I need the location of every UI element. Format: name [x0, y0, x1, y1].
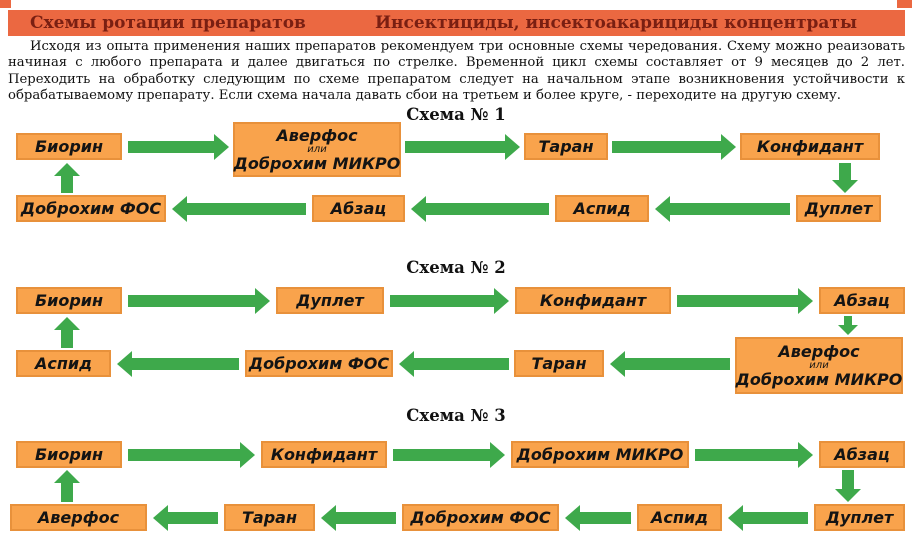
node-duplet: Дуплет — [276, 287, 384, 314]
node-duplet: Дуплет — [814, 504, 905, 531]
node-konfidant: Конфидант — [515, 287, 671, 314]
arrow-up-icon — [54, 163, 80, 193]
combo-line-averfos: Аверфос — [778, 341, 860, 361]
arrow-left-icon — [399, 350, 509, 377]
top-right-corner-decoration — [897, 0, 912, 8]
combo-line-or: или — [307, 143, 327, 155]
top-left-corner-decoration — [0, 0, 11, 8]
arrow-up-icon — [54, 317, 80, 348]
node-abzac: Абзац — [819, 441, 905, 468]
combo-line-or: или — [809, 359, 829, 371]
arrow-right-icon — [390, 287, 509, 314]
node-aspid: Аспид — [16, 350, 111, 377]
node-konfidant: Конфидант — [261, 441, 387, 468]
arrow-right-icon — [128, 441, 255, 468]
node-dobrohim-mikro: Доброхим МИКРО — [511, 441, 689, 468]
node-dobrohim-fos: Доброхим ФОС — [16, 195, 166, 222]
node-abzac: Абзац — [819, 287, 905, 314]
arrow-left-icon — [117, 350, 239, 377]
node-taran: Таран — [514, 350, 604, 377]
scheme-3-title: Схема № 3 — [406, 406, 506, 425]
arrow-down-icon — [838, 316, 858, 335]
arrow-left-icon — [728, 504, 808, 531]
page-subtitle: Инсектициды, инсектоакарициды концентраты — [375, 13, 857, 33]
arrow-left-icon — [565, 504, 631, 531]
arrow-right-icon — [677, 287, 813, 314]
node-abzac: Абзац — [312, 195, 405, 222]
arrow-right-icon — [405, 133, 520, 160]
arrow-left-icon — [610, 350, 730, 377]
arrow-left-icon — [411, 195, 549, 222]
arrow-right-icon — [393, 441, 505, 468]
node-dobrohim-fos: Доброхим ФОС — [402, 504, 559, 531]
page-title: Схемы ротации препаратов — [30, 13, 306, 33]
combo-line-dobrohim-mikro: Доброхим МИКРО — [233, 153, 401, 173]
arrow-right-icon — [128, 133, 229, 160]
arrow-right-icon — [612, 133, 736, 160]
arrow-right-icon — [695, 441, 813, 468]
combo-line-dobrohim-mikro: Доброхим МИКРО — [735, 369, 903, 389]
arrow-left-icon — [153, 504, 218, 531]
node-averfos: Аверфос — [10, 504, 147, 531]
combo-line-averfos: Аверфос — [276, 125, 358, 145]
node-biorin: Биорин — [16, 441, 122, 468]
node-duplet: Дуплет — [796, 195, 881, 222]
intro-paragraph: Исходя из опыта применения наших препаратов рекомендуем три основные схемы чередования. Схему можно реаизовать начиная с любого препарата и далее двигаться по стрелке. Временной цикл схемы составляет от 9 месяцев до 2 лет. Переходить на обработку следующим по схеме препаратом следует на начальном этапе возникновения устойчивости к обрабатываемому препарату. Если схема начала давать сбои на третьем и более круге, - переходите на другую схему. — [8, 39, 905, 103]
node-dobrohim-fos: Доброхим ФОС — [245, 350, 393, 377]
node-taran: Таран — [224, 504, 315, 531]
header-bar — [8, 10, 905, 36]
arrow-left-icon — [655, 195, 790, 222]
arrow-up-icon — [54, 470, 80, 502]
node-aspid: Аспид — [637, 504, 722, 531]
node-biorin: Биорин — [16, 287, 122, 314]
node-konfidant: Конфидант — [740, 133, 880, 160]
arrow-left-icon — [321, 504, 396, 531]
scheme-1-title: Схема № 1 — [406, 105, 506, 124]
arrow-right-icon — [128, 287, 270, 314]
arrow-down-icon — [832, 163, 858, 193]
node-averfos-or-dobrohim-mikro — [233, 122, 401, 177]
arrow-left-icon — [172, 195, 306, 222]
scheme-2-title: Схема № 2 — [406, 258, 506, 277]
arrow-down-icon — [835, 470, 861, 502]
node-taran: Таран — [524, 133, 608, 160]
node-averfos-or-dobrohim-mikro — [735, 337, 903, 394]
node-aspid: Аспид — [555, 195, 649, 222]
node-biorin: Биорин — [16, 133, 122, 160]
